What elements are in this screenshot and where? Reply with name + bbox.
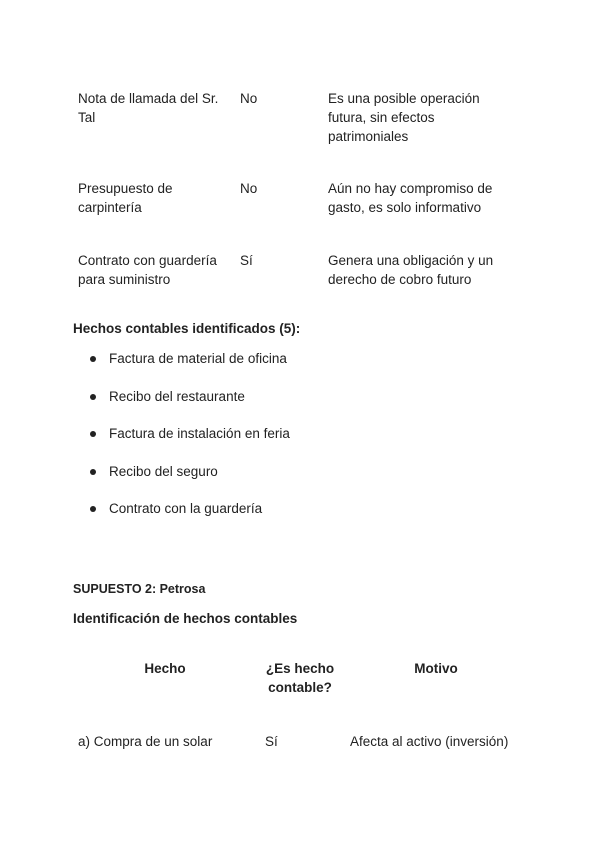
- cell-hecho: Nota de llamada del Sr. Tal: [78, 91, 219, 125]
- cell-hecho: Contrato con guardería para suministro: [78, 253, 217, 287]
- cell-hecho: Presupuesto de carpintería: [78, 181, 173, 215]
- header-hecho: Hecho: [144, 661, 186, 676]
- list-item-label: Recibo del restaurante: [109, 388, 245, 404]
- bullet-icon: [90, 506, 96, 512]
- list-item: [90, 499, 290, 537]
- bullet-icon: [90, 394, 96, 400]
- header-es-contable: ¿Es hecho contable?: [265, 661, 335, 695]
- list-item: [90, 349, 290, 387]
- bullet-icon: [90, 356, 96, 362]
- list-item-label: Factura de material de oficina: [109, 351, 287, 366]
- list-item: [90, 387, 290, 425]
- cell-motivo: Afecta al activo (inversión): [350, 734, 509, 749]
- cell-motivo: Es una posible operación futura, sin efectos patrimoniales: [328, 91, 480, 144]
- cell-es-contable: Sí: [240, 253, 253, 268]
- cell-motivo: Aún no hay compromiso de gasto, es solo informativo: [328, 181, 493, 215]
- cell-es-contable: Sí: [265, 734, 278, 749]
- cell-motivo: Genera una obligación y un derecho de cobro futuro: [328, 253, 494, 287]
- section-heading: Hechos contables identificados (5):: [73, 321, 301, 336]
- supuesto-subtitle: Identificación de hechos contables: [73, 611, 298, 626]
- cell-es-contable: No: [240, 181, 258, 196]
- list-item-label: Factura de instalación en feria: [109, 426, 290, 441]
- cell-hecho: a) Compra de un solar: [78, 734, 213, 749]
- list-item: [90, 424, 290, 462]
- bullet-icon: [90, 431, 96, 437]
- list-item-label: Recibo del seguro: [109, 463, 218, 479]
- bullet-icon: [90, 469, 96, 475]
- list-item: [90, 462, 290, 500]
- supuesto-title: SUPUESTO 2: Petrosa: [73, 582, 206, 596]
- identified-list: [90, 349, 290, 537]
- cell-es-contable: No: [240, 91, 258, 106]
- header-motivo: Motivo: [414, 661, 458, 676]
- list-item-label: Contrato con la guardería: [109, 501, 263, 516]
